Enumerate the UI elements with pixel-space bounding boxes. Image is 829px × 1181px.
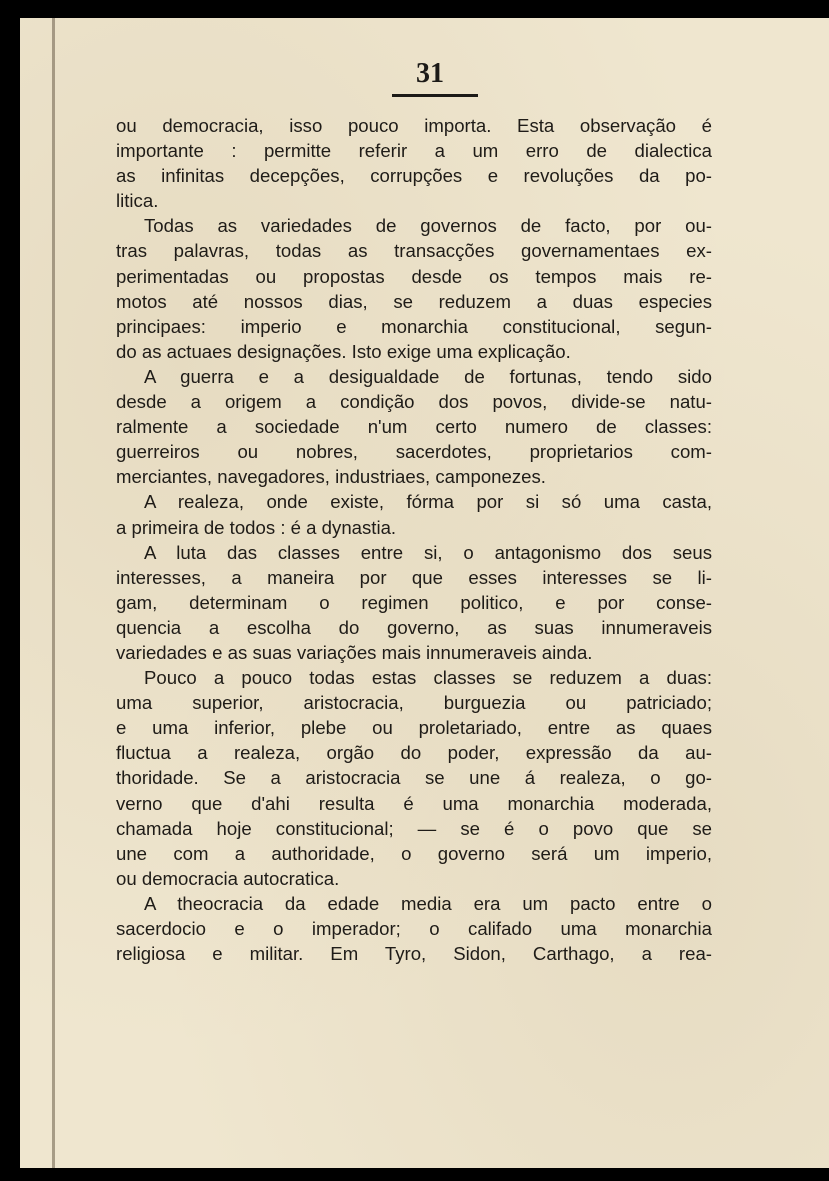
book-page <box>20 18 829 1168</box>
text-line: ralmente a sociedade n'um certo numero de classes: <box>116 416 712 438</box>
page-number: 31 <box>416 58 444 89</box>
text-line: interesses, a maneira por que esses interesses se li- <box>116 566 712 588</box>
text-line: chamada hoje constitucional; — se é o povo que se <box>116 817 712 839</box>
text-line: sacerdocio e o imperador; o califado uma monarchia <box>116 918 712 939</box>
text-line: verno que d'ahi resulta é uma monarchia moderada, <box>116 792 712 814</box>
text-line: ou democracia, isso pouco importa. Esta observação é <box>116 115 712 136</box>
text-line: litica. <box>116 190 159 212</box>
text-line: ou democracia autocratica. <box>116 867 340 889</box>
text-line: thoridade. Se a aristocracia se une á realeza, o go- <box>116 767 712 789</box>
text-line: gam, determinam o regimen politico, e por conse- <box>116 591 712 613</box>
text-line: religiosa e militar. Em Tyro, Sidon, Carthago, a rea- <box>116 943 712 965</box>
text-line: Todas as variedades de governos de facto, por ou- <box>144 215 712 237</box>
text-line: do as actuaes designações. Isto exige uma explicação. <box>116 340 571 362</box>
text-line: principaes: imperio e monarchia constitucional, segun- <box>116 315 712 337</box>
text-line: une com a authoridade, o governo será um imperio, <box>116 842 712 864</box>
text-line: quencia a escolha do governo, as suas innumeraveis <box>116 616 712 638</box>
binding-edge <box>52 18 55 1168</box>
page-number-rule <box>392 94 478 97</box>
text-line: guerreiros ou nobres, sacerdotes, proprietarios com- <box>116 441 712 463</box>
text-line: A realeza, onde existe, fórma por si só uma casta, <box>144 491 712 513</box>
text-line: perimentadas ou propostas desde os tempos mais re- <box>116 265 712 287</box>
text-line: A guerra e a desigualdade de fortunas, tendo sido <box>144 365 712 387</box>
text-line: as infinitas decepções, corrupções e revoluções da po- <box>116 165 712 187</box>
text-line: motos até nossos dias, se reduzem a duas especies <box>116 290 712 312</box>
text-line: Pouco a pouco todas estas classes se reduzem a duas: <box>144 667 712 689</box>
text-line: a primeira de todos : é a dynastia. <box>116 516 397 538</box>
text-line: A theocracia da edade media era um pacto entre o <box>144 892 712 914</box>
text-line: merciantes, navegadores, industriaes, camponezes. <box>116 466 546 488</box>
text-line: fluctua a realeza, orgão do poder, expressão da au- <box>116 742 712 764</box>
text-line: importante : permitte referir a um erro de dialectica <box>116 140 712 162</box>
body-text <box>116 113 712 966</box>
text-line: tras palavras, todas as transacções governamentaes ex- <box>116 240 712 262</box>
text-line: desde a origem a condição dos povos, divide-se natu- <box>116 391 712 413</box>
text-line: variedades e as suas variações mais innumeraveis ainda. <box>116 641 593 663</box>
text-line: uma superior, aristocracia, burguezia ou patriciado; <box>116 692 712 714</box>
text-line: e uma inferior, plebe ou proletariado, entre as quaes <box>116 717 712 739</box>
text-line: A luta das classes entre si, o antagonismo dos seus <box>144 541 712 563</box>
